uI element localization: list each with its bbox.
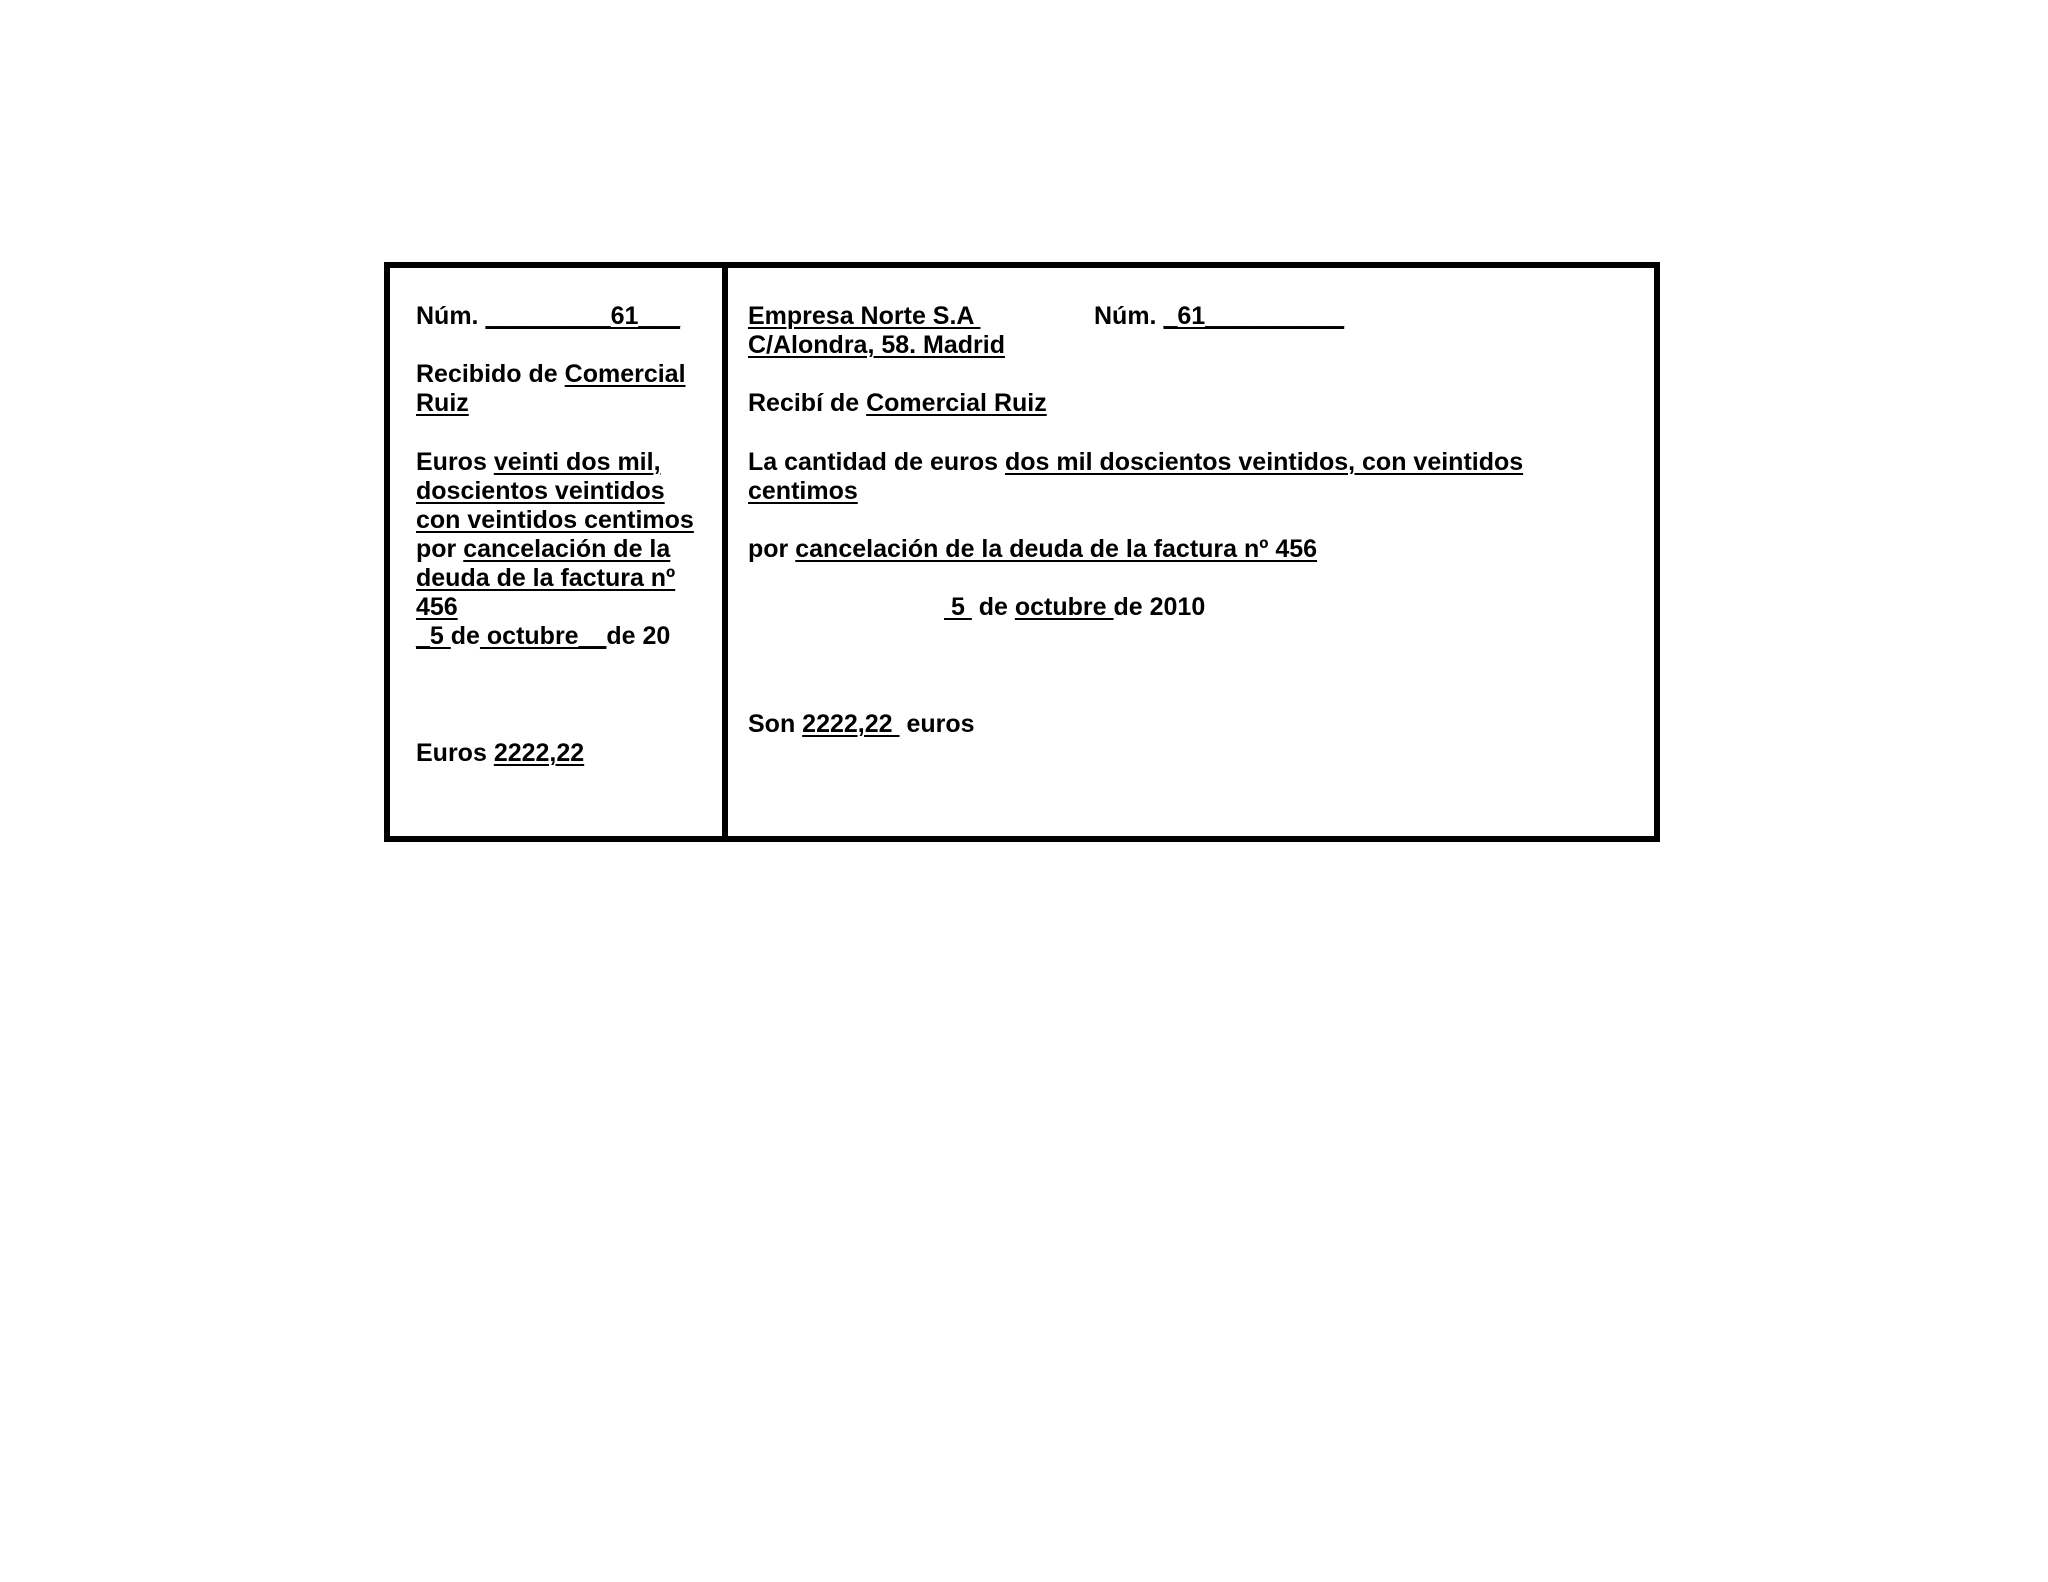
main-date-year: de 2010	[1113, 593, 1206, 621]
stub-amount-line3	[416, 506, 694, 535]
stub-total-value: 2222,22	[493, 739, 585, 767]
stub-date-day: _5	[416, 622, 451, 650]
main-received-label: Recibí de	[748, 389, 860, 417]
main-total-label: Son	[748, 710, 796, 738]
stub-concept-line2	[416, 564, 675, 593]
stub-amount-line2	[416, 477, 665, 506]
stub-date-year: de 20	[606, 622, 671, 650]
main-amount-label: La cantidad de euros	[748, 448, 999, 476]
stub-euros-label: Euros	[416, 448, 487, 476]
stub-amount-words-1: veinti dos mil,	[493, 448, 661, 476]
stub-amount-line1	[416, 448, 661, 477]
company-address: C/Alondra, 58. Madrid	[748, 331, 1005, 359]
stub-number-value: _________61___	[485, 302, 681, 330]
stub-date-month: octubre__	[479, 622, 607, 650]
stub-received-line1	[416, 360, 686, 389]
receipt-main	[728, 268, 1654, 836]
stub-concept-value-3: 456	[416, 593, 458, 621]
stub-number-label: Núm.	[416, 302, 479, 330]
main-received-line	[748, 389, 1047, 418]
stub-total-label: Euros	[416, 739, 487, 767]
main-date-day: 5	[944, 593, 972, 621]
stub-received-value-2: Ruiz	[416, 389, 469, 417]
main-concept-line	[748, 535, 1317, 564]
stub-received-value-1: Comercial	[564, 360, 686, 388]
main-concept-value: cancelación de la deuda de la factura nº 456	[795, 535, 1318, 563]
stub-received-line2	[416, 389, 469, 418]
stub-concept-line1	[416, 535, 670, 564]
main-number-line	[1094, 302, 1344, 331]
stub-amount-words-2: doscientos veintidos	[416, 477, 665, 505]
main-concept-label: por	[748, 535, 789, 563]
main-date-de: de	[971, 593, 1015, 621]
main-amount-line1	[748, 448, 1523, 477]
main-number-value: _61__________	[1163, 302, 1345, 330]
stub-amount-words-3: con veintidos centimos	[416, 506, 694, 534]
company-address-line	[748, 331, 1005, 360]
stub-number-line	[416, 302, 680, 331]
receipt-form	[384, 262, 1660, 842]
stub-total-line	[416, 739, 584, 768]
main-date-line	[944, 593, 1205, 622]
main-total-unit: euros	[899, 710, 975, 738]
stub-received-label: Recibido de	[416, 360, 558, 388]
stub-concept-label: por	[416, 535, 457, 563]
stub-date-de: de	[450, 622, 480, 650]
stub-concept-line3	[416, 593, 458, 622]
company-name-line	[748, 302, 980, 331]
main-received-value: Comercial Ruiz	[866, 389, 1047, 417]
receipt-stub	[390, 268, 728, 836]
main-date-month: octubre	[1014, 593, 1114, 621]
main-number-label: Núm.	[1094, 302, 1157, 330]
main-amount-line2	[748, 477, 858, 506]
stub-date-line	[416, 622, 670, 651]
stub-concept-value-1: cancelación de la	[463, 535, 671, 563]
main-amount-words-2: centimos	[748, 477, 858, 505]
company-name: Empresa Norte S.A	[748, 302, 981, 330]
stub-concept-value-2: deuda de la factura nº	[416, 564, 676, 592]
main-amount-words-1: dos mil doscientos veintidos, con veintidos	[1005, 448, 1524, 476]
main-total-line	[748, 710, 975, 739]
main-total-value: 2222,22	[802, 710, 900, 738]
